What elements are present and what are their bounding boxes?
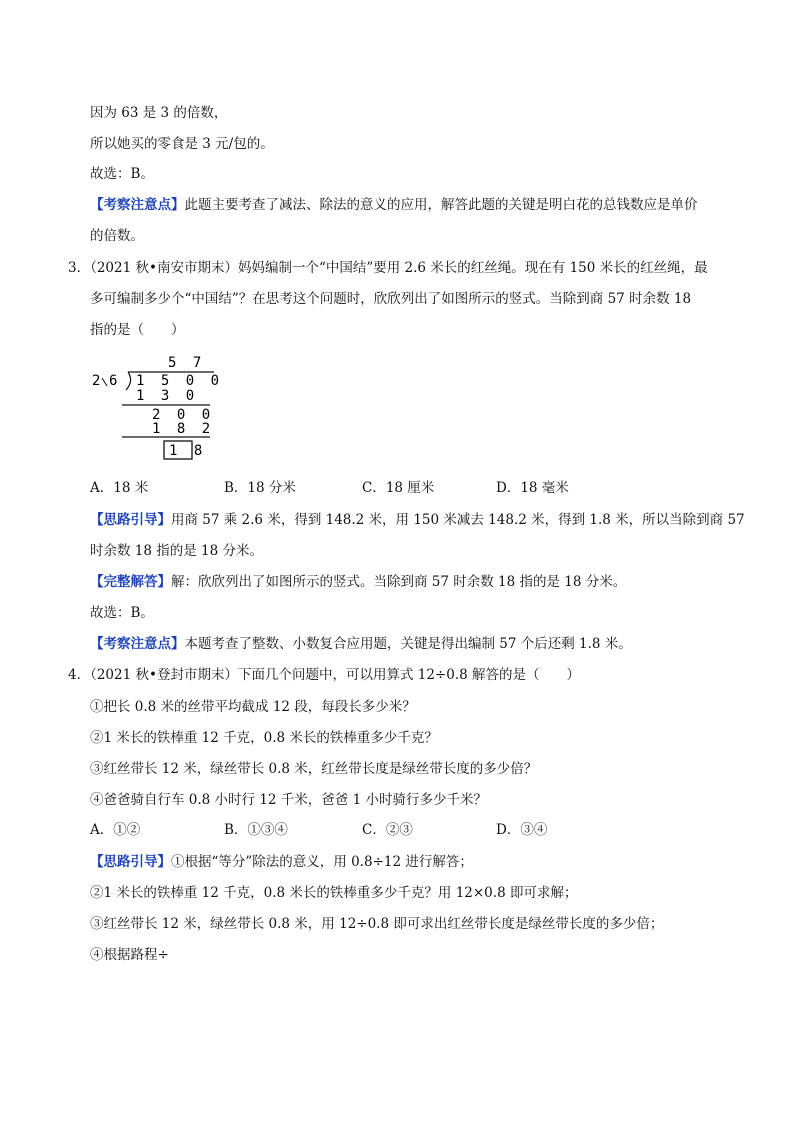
hint-tag: 【思路引导】 [90, 854, 171, 870]
option-c[interactable]: C．②③ [362, 822, 413, 838]
answer-text: 解：欣欣列出了如图所示的竖式。当除到商 57 时余数 18 指的是 18 分米。 [171, 574, 627, 590]
note-text: 本题考查了整数、小数复合应用题，关键是得出编制 57 个后还剩 1.8 米。 [184, 636, 632, 652]
question-4-item: ③红丝带长 12 米，绿丝带长 0.8 米，红丝带长度是绿丝带长度的多少倍？ [90, 761, 538, 777]
long-division-figure [92, 352, 222, 464]
hint-line: ②1 米长的铁棒重 12 千克，0.8 米长的铁棒重多少千克？用 12×0.8 即可求解； [90, 885, 578, 901]
hint-line: ④根据路程÷ [90, 947, 169, 963]
note-tag: 【考察注意点】 [90, 197, 185, 213]
option-d[interactable]: D．③④ [496, 822, 548, 838]
division-bracket [126, 372, 131, 390]
note-line [90, 195, 698, 215]
option-b[interactable]: B．①③④ [224, 822, 288, 838]
question-3-stem: 指的是（ ） [90, 322, 185, 338]
question-4-stem: 4．（2021 秋•登封市期末）下面几个问题中，可以用算式 12÷0.8 解答的是（ ） [68, 667, 580, 683]
answer-line [90, 572, 626, 592]
option-c[interactable]: C．18 厘米 [362, 480, 435, 496]
hint-line: ③红丝带长 12 米，绿丝带长 0.8 米，用 12÷0.8 即可求出红丝带长度是绿丝带长度的多少倍； [90, 916, 664, 932]
choice-line: 故选：B。 [90, 605, 154, 621]
text-line: 因为 63 是 3 的倍数， [90, 105, 228, 121]
hint-tag: 【思路引导】 [90, 512, 171, 528]
divisor-digit: 6 [109, 373, 122, 389]
division-step: 2 0 0 [152, 407, 215, 423]
question-4-item: ①把长 0.8 米的丝带平均截成 12 段，每段长多少米？ [90, 699, 416, 715]
text-line: 所以她买的零食是 3 元/包的。 [90, 136, 274, 152]
question-4-options [90, 820, 710, 840]
division-dividend: 1 5 0 0 [136, 373, 222, 389]
option-a[interactable]: A．18 米 [90, 480, 149, 496]
division-quotient: 5 7 [168, 355, 206, 371]
question-4-item: ②1 米长的铁棒重 12 千克，0.8 米长的铁棒重多少千克？ [90, 730, 438, 746]
note-text: 此题主要考查了减法、除法的意义的应用，解答此题的关键是明白花的总钱数应是单价 [184, 197, 698, 213]
note-tag: 【考察注意点】 [90, 636, 185, 652]
divisor-digit: 2 [92, 373, 105, 389]
hint-line [90, 510, 745, 530]
question-3-stem: 多可编制多少个“中国结”？在思考这个问题时，欣欣列出了如图所示的竖式。当除到商 57 时余数 18 [90, 291, 692, 307]
note-line [90, 634, 632, 654]
hint-line: 时余数 18 指的是 18 分米。 [90, 543, 264, 559]
hint-text: ①根据“等分”除法的意义，用 0.8÷12 进行解答； [171, 854, 473, 870]
question-3-options [90, 478, 710, 498]
hint-line [90, 852, 473, 872]
option-b[interactable]: B．18 分米 [224, 480, 296, 496]
division-step: 1 3 0 [136, 388, 199, 404]
option-a[interactable]: A．①② [90, 822, 141, 838]
text-line: 的倍数。 [90, 228, 144, 244]
option-d[interactable]: D．18 毫米 [496, 480, 569, 496]
division-step: 1 8 2 [152, 421, 215, 437]
long-division-svg [92, 352, 222, 464]
question-3-stem: 3．（2021 秋•南安市期末）妈妈编制一个“中国结”要用 2.6 米长的红丝绳。现在有 150 米长的红丝绳，最 [68, 260, 708, 276]
text-line: 故选：B。 [90, 166, 154, 182]
division-remainder: 1 8 [169, 443, 207, 459]
answer-tag: 【完整解答】 [90, 574, 171, 590]
question-4-item: ④爸爸骑自行车 0.8 小时行 12 千米，爸爸 1 小时骑行多少千米？ [90, 792, 487, 808]
hint-text: 用商 57 乘 2.6 米，得到 148.2 米，用 150 米减去 148.2 米，得到 1.8 米，所以当除到商 57 [171, 512, 745, 528]
